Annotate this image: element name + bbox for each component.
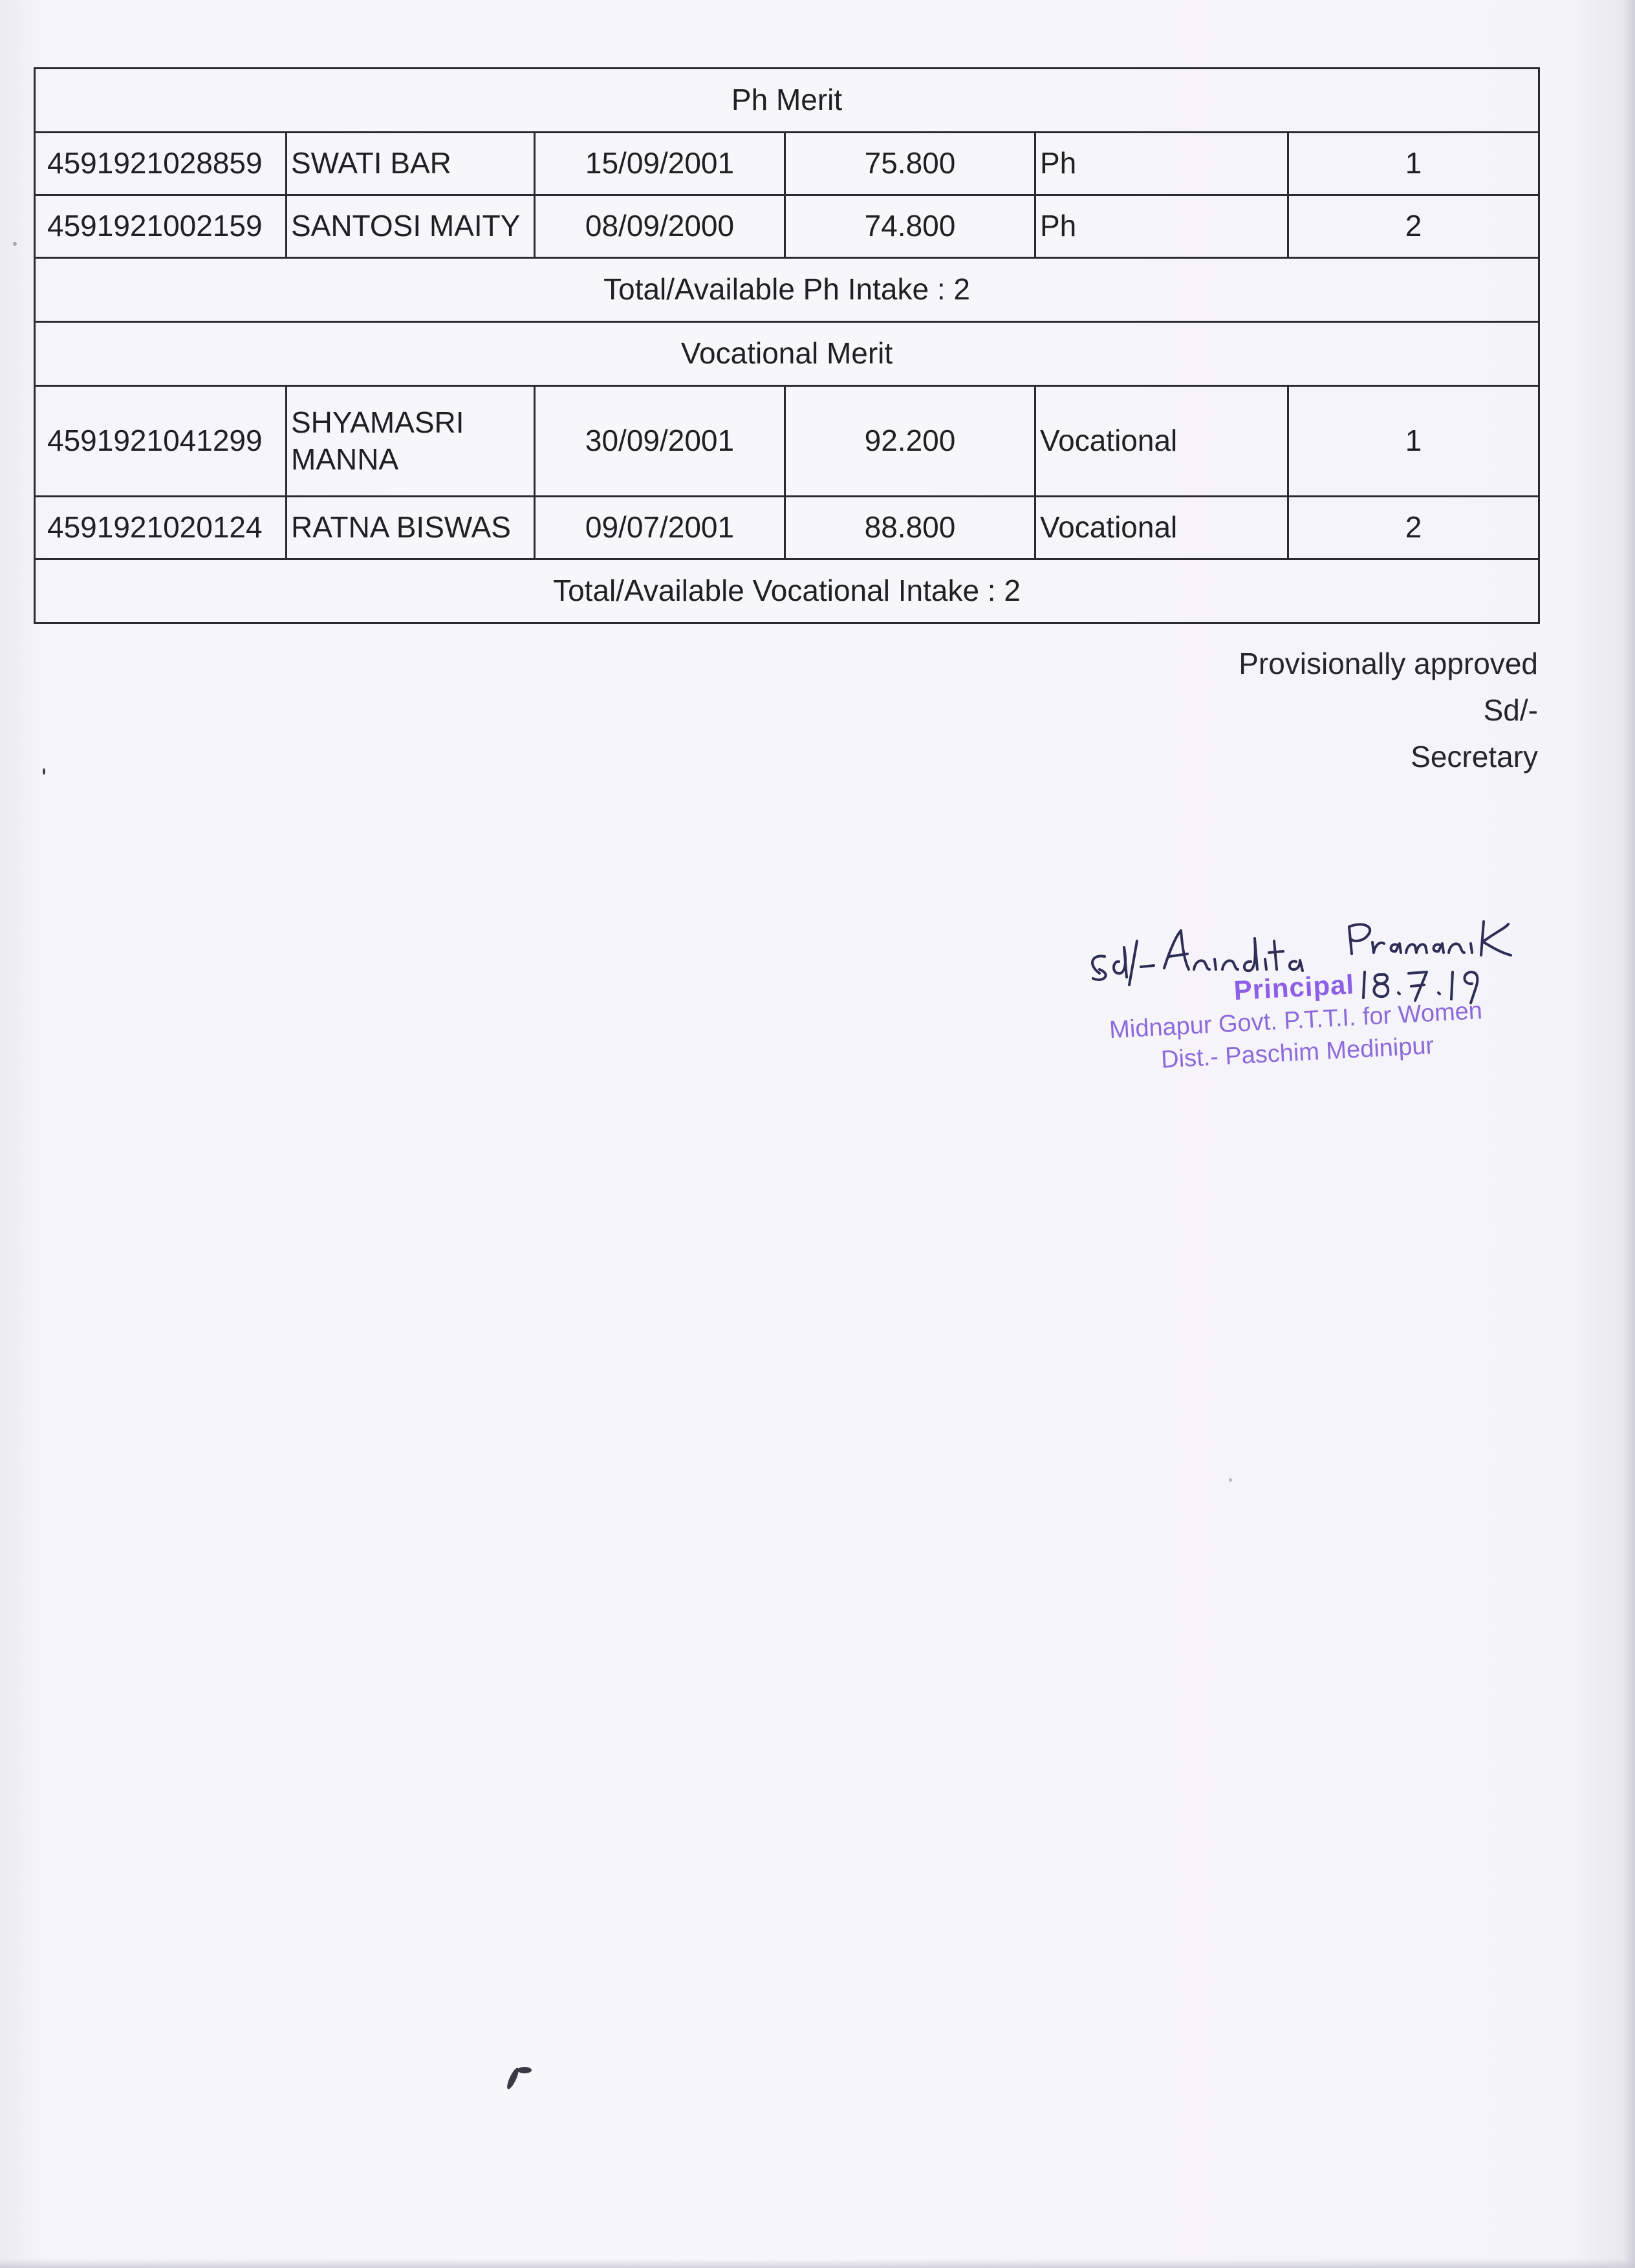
rank: 1 <box>1288 133 1539 195</box>
page-edge-shadow <box>1623 0 1635 2268</box>
vocational-merit-header-row <box>35 322 1539 386</box>
ph-intake-total: Total/Available Ph Intake : 2 <box>35 258 1539 322</box>
stamp-institution: Midnapur Govt. P.T.T.I. for Women <box>1109 997 1483 1044</box>
ph-total-row <box>35 258 1539 322</box>
scan-speck <box>517 2067 532 2073</box>
candidate-name: SHYAMASRI MANNA <box>287 386 535 497</box>
rank: 1 <box>1288 386 1539 497</box>
stamp-title: Principal <box>1233 969 1356 1006</box>
approval-sd: Sd/- <box>1483 693 1538 727</box>
date-of-birth: 15/09/2001 <box>535 133 785 195</box>
scan-speck <box>43 768 45 775</box>
table-row <box>35 497 1539 559</box>
scan-speck <box>1229 1478 1232 1482</box>
application-id: 4591921020124 <box>35 497 287 559</box>
merit-score: 75.800 <box>785 133 1035 195</box>
principal-stamp <box>1061 958 1532 1112</box>
rank: 2 <box>1288 195 1539 258</box>
category: Vocational <box>1035 386 1288 497</box>
vocational-merit-title: Vocational Merit <box>35 322 1539 386</box>
date-of-birth: 09/07/2001 <box>535 497 785 559</box>
candidate-name: SWATI BAR <box>287 133 535 195</box>
application-id: 4591921041299 <box>35 386 287 497</box>
ph-merit-title: Ph Merit <box>35 69 1539 133</box>
page-bottom-edge <box>0 2259 1635 2268</box>
approval-designation: Secretary <box>1411 740 1538 773</box>
category: Ph <box>1035 133 1288 195</box>
approval-status: Provisionally approved <box>1239 647 1538 680</box>
stamp-district: Dist.- Paschim Medinipur <box>1160 1031 1435 1074</box>
merit-score: 74.800 <box>785 195 1035 258</box>
vocational-total-row <box>35 559 1539 623</box>
table-row <box>35 195 1539 258</box>
candidate-name: RATNA BISWAS <box>287 497 535 559</box>
table-row <box>35 133 1539 195</box>
table-row <box>35 386 1539 497</box>
application-id: 4591921002159 <box>35 195 287 258</box>
candidate-name: SANTOSI MAITY <box>287 195 535 258</box>
merit-score: 88.800 <box>785 497 1035 559</box>
merit-list-table <box>34 67 1540 624</box>
category: Ph <box>1035 195 1288 258</box>
vocational-intake-total: Total/Available Vocational Intake : 2 <box>35 559 1539 623</box>
rank: 2 <box>1288 497 1539 559</box>
date-of-birth: 30/09/2001 <box>535 386 785 497</box>
date-of-birth: 08/09/2000 <box>535 195 785 258</box>
approval-block <box>1239 640 1538 780</box>
application-id: 4591921028859 <box>35 133 287 195</box>
ph-merit-header-row <box>35 69 1539 133</box>
merit-score: 92.200 <box>785 386 1035 497</box>
category: Vocational <box>1035 497 1288 559</box>
scan-speck <box>13 242 17 246</box>
